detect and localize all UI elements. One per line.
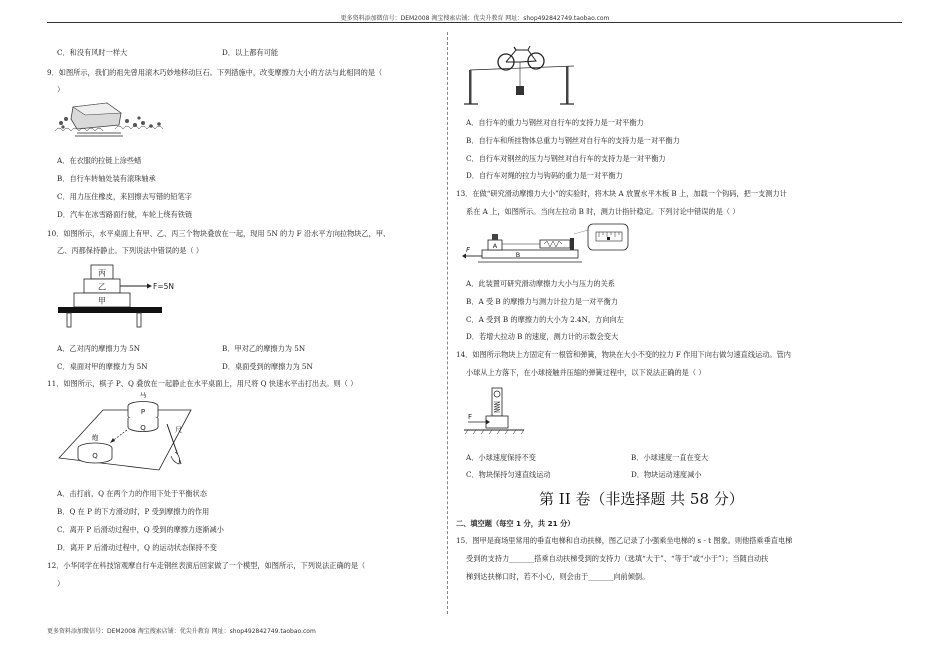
label-q-moved: Q: [92, 452, 98, 460]
bike-frame: [506, 50, 536, 62]
q9-rolling-stone-figure: [55, 99, 167, 139]
post-left: [469, 70, 472, 104]
table-leg-left: [67, 313, 71, 327]
q12-option-a: A．自行车的重力与钢丝对自行车的支持力是一对平衡力: [466, 118, 644, 127]
q9-stem-line1: 9．如图所示，我们的祖先曾用滚木巧妙地移动巨石。下列措施中，改变摩擦力大小的方法与此相同的是（: [47, 68, 383, 77]
label-ma: 马: [139, 392, 147, 399]
label-a: A: [492, 242, 498, 250]
q11-chess-pieces-figure: [55, 392, 205, 478]
label-yi: 乙: [98, 282, 106, 292]
q9-option-a: A．在衣服的拉链上涂些蜡: [57, 156, 142, 165]
q11-option-b: B．Q 在 P 的下方滑动时，P 受到摩擦力的作用: [57, 507, 210, 516]
spring-scale: [540, 240, 570, 248]
label-chi: 尺: [175, 426, 182, 434]
q14-option-c: C．物块保持匀速直线运动: [466, 470, 551, 479]
page-footer: 更多资料添加微信号：DEM2008 淘宝搜索店铺：优尖升教育 网址：shop492842749.taobao.com: [47, 628, 316, 635]
q13-option-c: C．A 受到 B 的摩擦力的大小为 2.4N，方向向左: [466, 315, 624, 324]
q12-option-c: C．自行车对钢丝的压力与钢丝对自行车的支持力是一对平衡力: [466, 154, 666, 163]
q10-stem-line2: 乙、丙都保持静止。下列说法中错误的是（ ）: [57, 246, 204, 255]
ball: [494, 391, 500, 397]
q13-friction-experiment-figure: [462, 222, 634, 268]
q9-option-d: D．汽车在冰雪路面行驶，车轮上绕有铁链: [57, 210, 193, 219]
q14-stem-line1: 14．如图所示物块上方固定有一根管和弹簧，物块在大小不变的拉力 F 作用下向右做匀速直线运动。管内: [456, 350, 791, 359]
q13-option-a: A．此装置可研究滑动摩擦力大小与压力的关系: [466, 279, 615, 288]
label-b: B: [515, 251, 521, 259]
board-b: [482, 250, 578, 258]
q14-option-d: D．物块运动速度减小: [631, 470, 702, 479]
q12-option-d: D．自行车对绳的拉力与钩码的重力是一对平衡力: [466, 171, 623, 180]
q14-option-b: B．小球速度一直在变大: [631, 453, 709, 462]
label-bing: 丙: [98, 268, 106, 278]
q10-option-b: B．甲对乙的摩擦力为 5N: [222, 344, 306, 353]
label-f: F: [468, 413, 473, 421]
label-jia: 甲: [98, 296, 106, 306]
motion-arrowhead: [110, 438, 115, 443]
q10-stem-line1: 10．如图所示，水平桌面上有甲、乙、丙三个物块叠放在一起，现用 5N 的力 F 沿水平方向拉物块乙，甲、: [47, 229, 391, 238]
table-leg-right: [137, 313, 141, 327]
q13-option-d: D．若增大拉动 B 的速度，测力计的示数会变大: [466, 332, 619, 341]
page-header: 更多资料添加微信号：DEM2008 淘宝搜索店铺：优尖升教育 网址：shop492842749.taobao.com: [340, 15, 610, 22]
q15-line2: 受到的支持力_______搭乘自动扶梯受到的支持力（选填“大于”、“等于”或“小于”）；当随自动扶: [466, 554, 769, 563]
q13-option-b: B．A 受 B 的摩擦力与测力计拉力是一对平衡力: [466, 297, 618, 306]
label-p: P: [140, 408, 146, 416]
tabletop: [59, 410, 191, 470]
q13-stem-line2: 系在 A 上，如图所示。当向左拉动 B 时，测力计指针稳定。下列讨论中错误的是（ ）: [466, 207, 740, 216]
q12-stem-line2: ）: [57, 579, 65, 588]
table-top: [58, 307, 162, 313]
q15-line1: 15．图甲是商场里常用的垂直电梯和自动扶梯，图乙记录了小强乘坐电梯的 s - t 图象。则他搭乘垂直电梯: [456, 536, 793, 545]
q10-stacked-blocks-figure: [55, 262, 205, 330]
header-rule: [47, 22, 902, 23]
section-title: 二、填空题（每空 1 分，共 21 分）: [456, 519, 575, 528]
q10-option-a: A．乙对丙的摩擦力为 5N: [57, 344, 141, 353]
q8-option-d: D．以上都有可能: [222, 48, 279, 57]
q10-option-c: C．桌面对甲的摩擦力为 5N: [57, 362, 148, 371]
hanging-weight: [516, 86, 524, 95]
q9-option-b: B．自行车转轴处装有滚珠轴承: [57, 174, 156, 183]
label-force: F=5N: [153, 282, 174, 291]
q11-option-d: D．离开 P 后滑动过程中，Q 的运动状态保持不变: [57, 543, 217, 552]
q13-stem-line1: 13．在做“研究滑动摩擦力大小”的实验时，将木块 A 放置水平木板 B 上，加载一个钩码，把一支测力计: [456, 189, 787, 198]
q9-option-c: C．用力压住橡皮，来回擦去写错的铅笔字: [57, 192, 192, 201]
q12-option-b: B．自行车和所挂物体总重力与钢丝对自行车的支持力是一对平衡力: [466, 136, 680, 145]
q14-option-a: A．小球速度保持不变: [466, 453, 536, 462]
q12-stem-line1: 12．小华同学在科技馆观摩自行车走钢丝表演后回家做了一个模型，如图所示，下列说法正确的是（: [47, 561, 366, 570]
q11-stem: 11．如图所示，棋子 P、Q 叠放在一起静止在水平桌面上，用尺将 Q 快速水平击打出去。则（ ）: [47, 379, 358, 388]
hook-weight: [492, 234, 498, 240]
q9-stem-line2: ）: [57, 85, 65, 94]
q10-option-d: D．桌面受到的摩擦力为 5N: [222, 362, 313, 371]
q15-line3: 梯到达扶梯口时，若不小心，则会由于_______向前倾倒。: [466, 572, 650, 581]
q8-option-c: C．和没有风时一样大: [57, 48, 128, 57]
column-divider: [447, 32, 448, 614]
label-q: Q: [140, 424, 146, 432]
q11-option-c: C．离开 P 后滑动过程中，Q 受到的摩擦力逐渐减小: [57, 525, 224, 534]
part2-title: 第 II 卷（非选择题 共 58 分）: [539, 490, 744, 508]
q14-tube-spring-figure: [462, 384, 532, 440]
hand: [171, 452, 180, 464]
q12-bicycle-tightrope-figure: [462, 42, 582, 108]
force-arrowhead: [147, 284, 152, 289]
label-pull-f: F: [466, 246, 471, 254]
post-right: [566, 66, 569, 104]
q11-option-a: A．击打前，Q 在两个力的作用下处于平衡状态: [57, 489, 207, 498]
steel-wire: [470, 66, 574, 70]
label-pao: 炮: [91, 434, 99, 442]
q14-stem-line2: 小球从上方落下，在小球接触并压缩的弹簧过程中，以下说法正确的是（ ）: [466, 368, 706, 377]
